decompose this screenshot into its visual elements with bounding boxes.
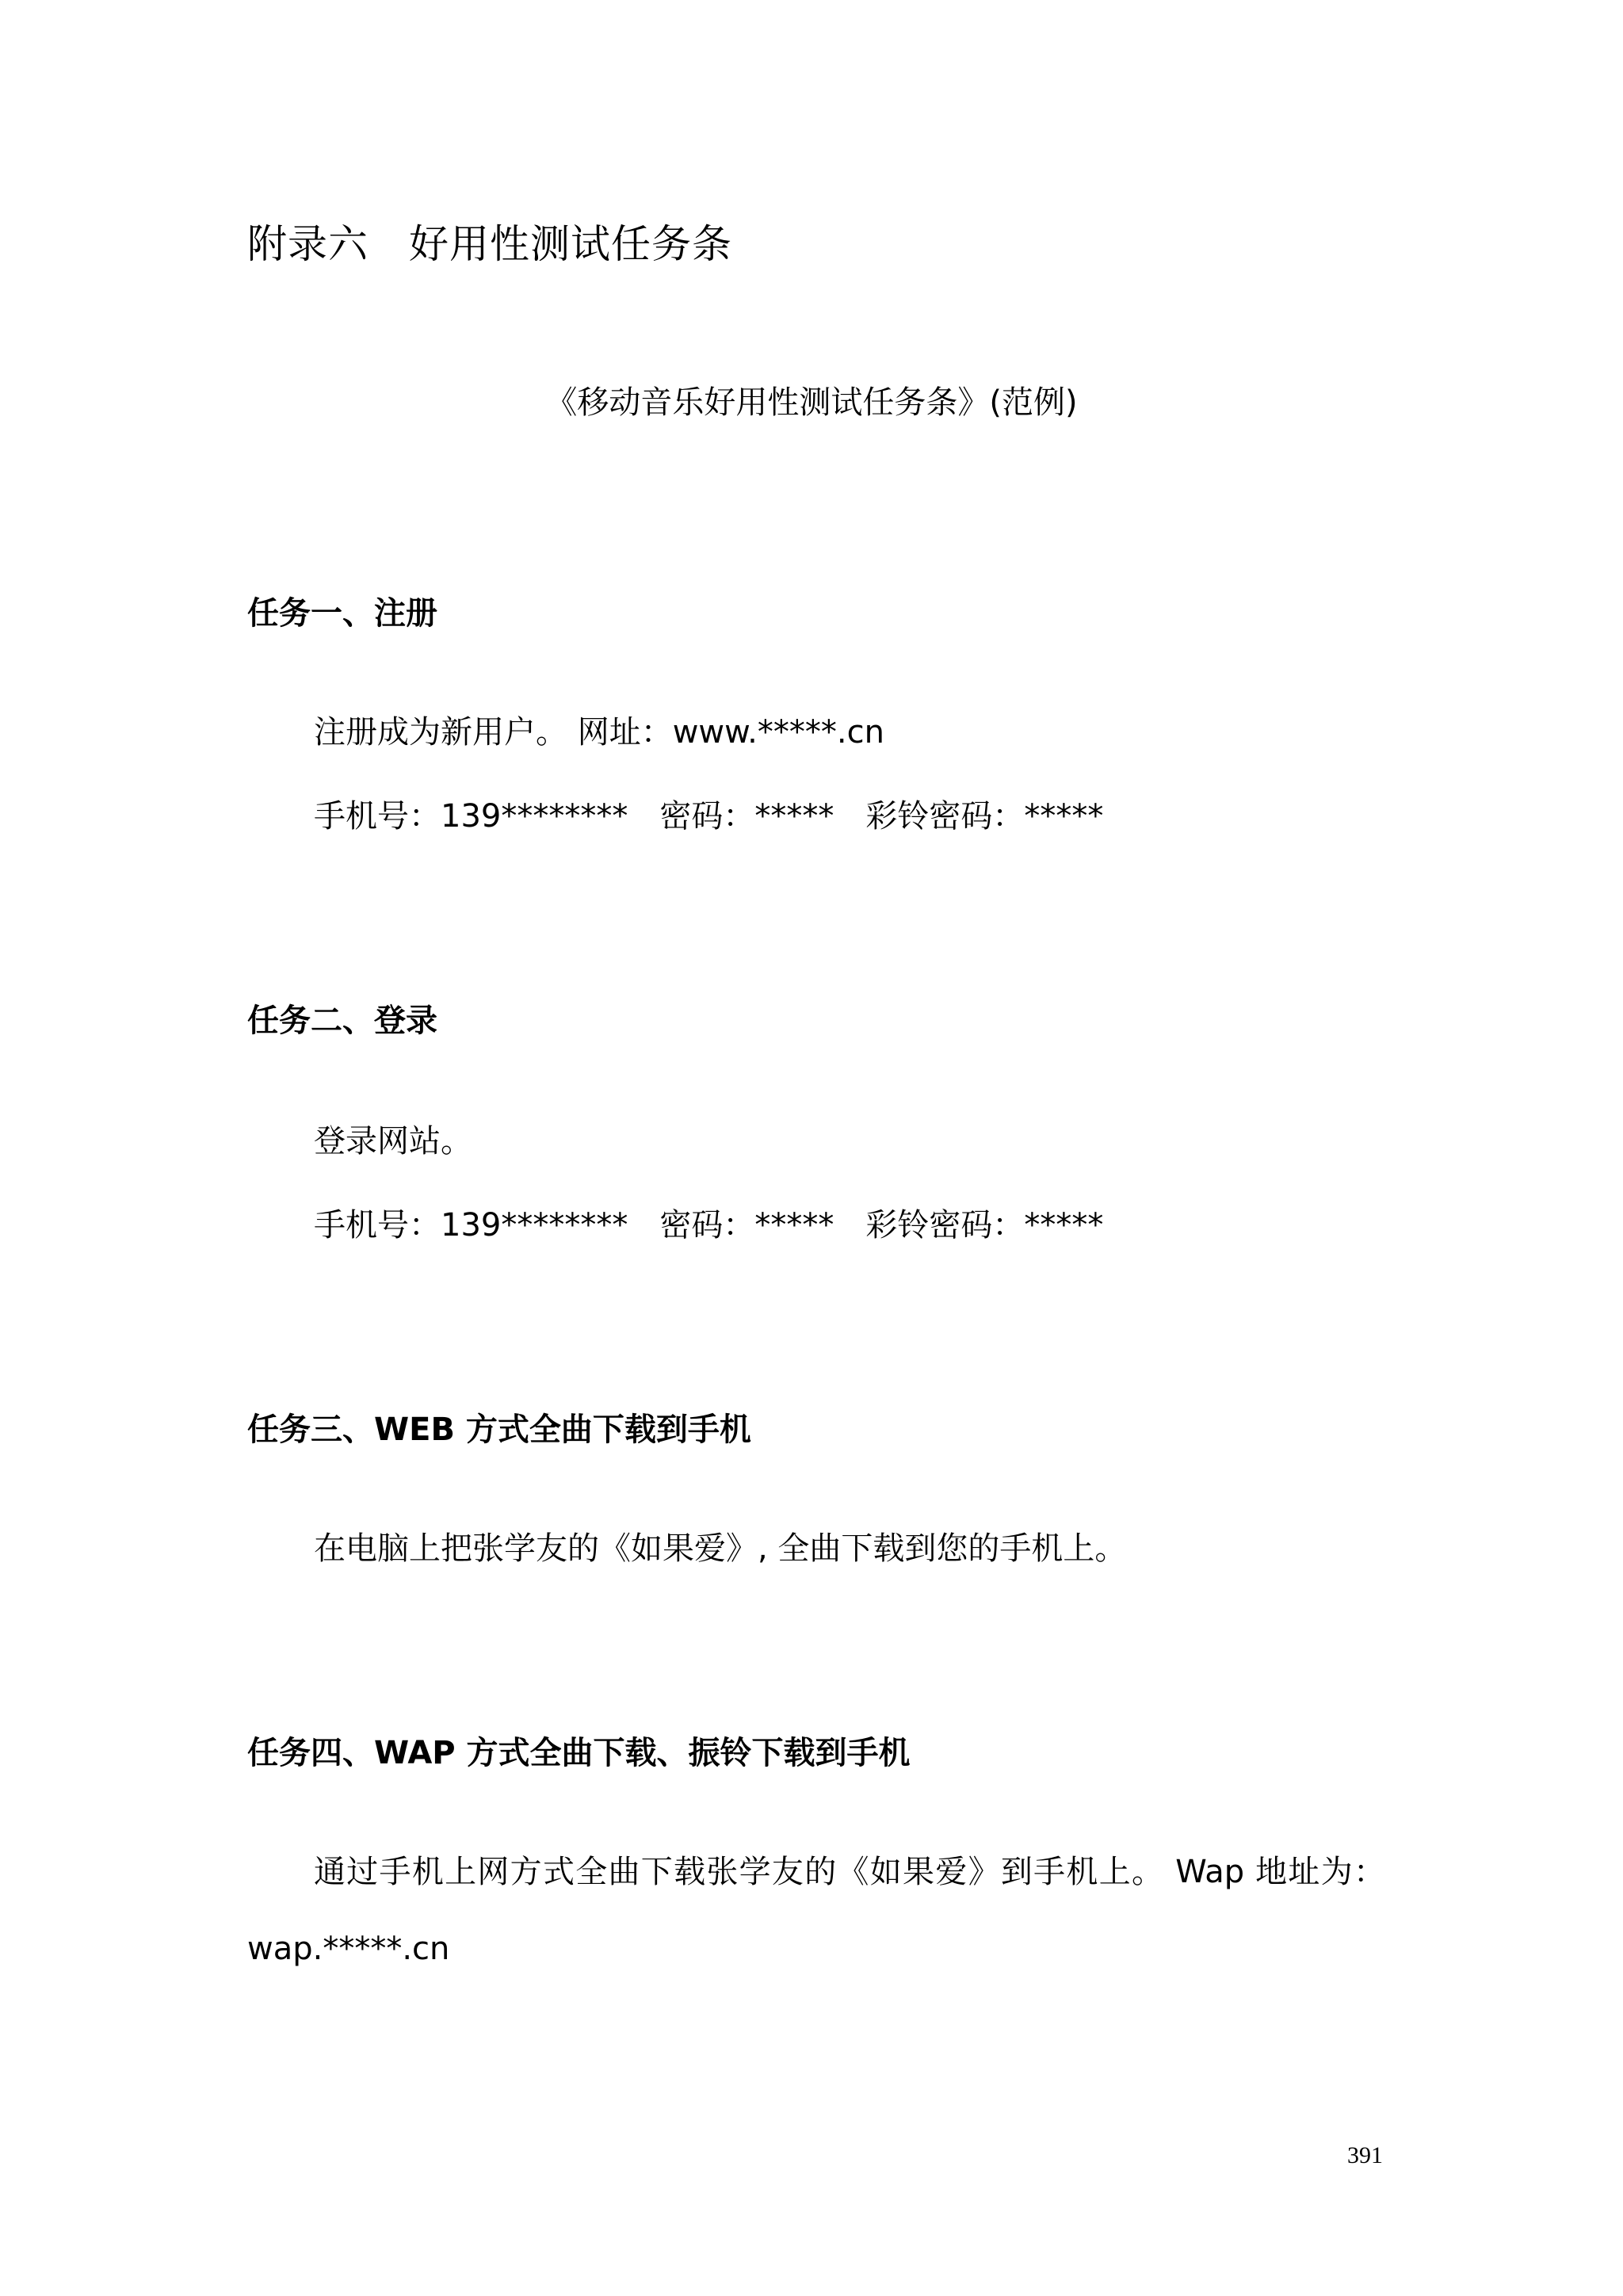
task-2-line-1: 登录网站。	[314, 1123, 472, 1159]
task-4-line-1: 通过手机上网方式全曲下载张学友的《如果爱》到手机上。 Wap 地址为：	[314, 1854, 1385, 1890]
page-number: 391	[1347, 2142, 1383, 2168]
task-2-heading: 任务二、登录	[247, 1003, 437, 1039]
task-1-heading: 任务一、注册	[247, 595, 437, 632]
task-4-line-2: wap.*****.cn	[247, 1931, 450, 1967]
task-2-line-2: 手机号：139******** 密码：***** 彩铃密码：*****	[314, 1207, 1104, 1244]
task-4-heading: 任务四、WAP 方式全曲下载、振铃下载到手机	[247, 1735, 911, 1771]
task-1-line-1: 注册成为新用户。 网址：www.*****.cn	[314, 714, 884, 751]
appendix-title: 附录六 好用性测试任务条	[247, 221, 732, 267]
task-1-line-2: 手机号：139******** 密码：***** 彩铃密码：*****	[314, 798, 1104, 835]
task-3-line-1: 在电脑上把张学友的《如果爱》, 全曲下载到您的手机上。	[314, 1530, 1127, 1567]
document-subtitle: 《移动音乐好用性测试任务条》(范例)	[545, 384, 1078, 421]
task-3-heading: 任务三、WEB 方式全曲下载到手机	[247, 1412, 751, 1448]
